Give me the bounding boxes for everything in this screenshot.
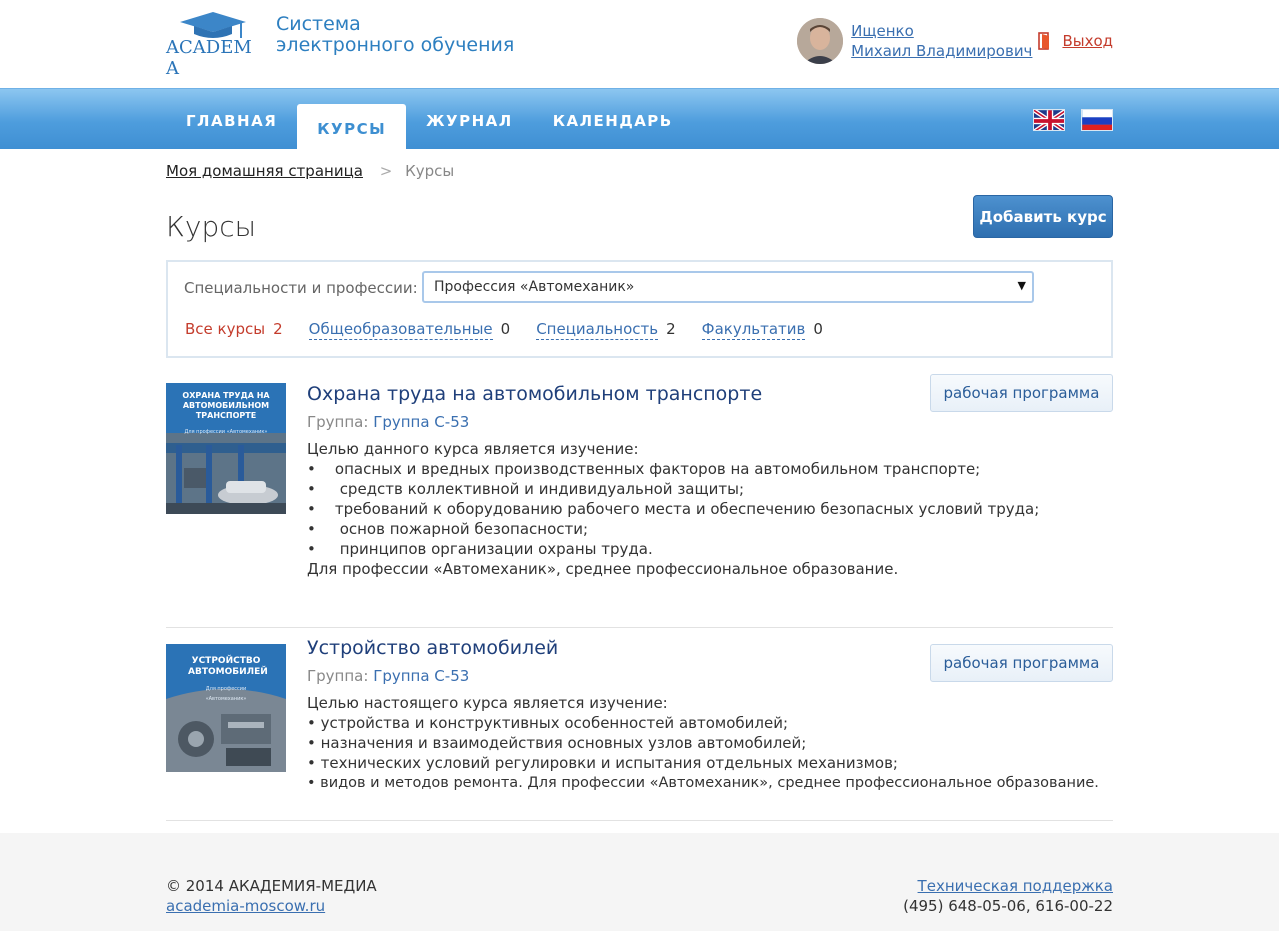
filter-tab-label: Факультатив (701, 320, 806, 338)
main-nav (0, 88, 1279, 149)
nav-tab-calendar[interactable] (533, 104, 693, 150)
header (0, 0, 1279, 88)
profession-select-value: Профессия «Автомеханик» (434, 279, 635, 295)
cover-subtitle-text: Для профессии «Автомеханик» (184, 429, 268, 435)
course-item (166, 628, 1113, 821)
group-label: Группа: (307, 667, 369, 685)
course-cover-title (166, 391, 286, 437)
course-cover-title (166, 656, 286, 704)
cover-title-text: ОХРАНА ТРУДА НА АВТОМОБИЛЬНОМ ТРАНСПОРТЕ (182, 391, 270, 420)
title-row (166, 182, 1113, 260)
filter-tab-count: 2 (273, 320, 283, 338)
nav-tab-journal[interactable] (406, 104, 533, 150)
filter-panel (166, 260, 1113, 358)
description-line: • опасных и вредных производственных факторов на автомобильном транспорте; (307, 460, 981, 478)
user-name-link[interactable] (851, 21, 1032, 61)
profession-select[interactable] (422, 271, 1034, 303)
logo-text: ACADEM A (166, 37, 252, 79)
avatar[interactable] (797, 18, 843, 64)
uk-flag-icon[interactable] (1033, 109, 1065, 131)
filter-tab-count: 2 (666, 320, 676, 338)
filter-tab-count: 0 (500, 320, 511, 338)
footer-left (166, 876, 377, 916)
user-last-name: Ищенко (851, 22, 914, 40)
work-program-button[interactable]: рабочая программа (930, 644, 1113, 682)
copyright: © 2014 АКАДЕМИЯ-МЕДИА (166, 877, 377, 895)
filter-tab-count: 0 (813, 320, 823, 338)
filter-tab-general[interactable] (309, 320, 511, 340)
group-link[interactable]: Группа С-53 (373, 413, 470, 431)
russia-flag-icon[interactable] (1081, 109, 1113, 131)
description-line: • назначения и взаимодействия основных узлов автомобилей; (307, 734, 807, 752)
course-description (307, 439, 1113, 579)
breadcrumb-separator: > (379, 162, 393, 180)
work-program-button[interactable]: рабочая программа (930, 374, 1113, 412)
user-panel (797, 18, 1113, 64)
breadcrumb-home-link[interactable]: Моя домашняя страница (166, 162, 363, 180)
course-group (307, 413, 1113, 431)
course-cover-image[interactable] (166, 644, 286, 775)
add-course-button[interactable]: Добавить курс (973, 195, 1113, 238)
page-title: Курсы (166, 210, 257, 243)
filter-tab-label: Специальность (536, 320, 659, 338)
course-cover-image[interactable] (166, 383, 286, 514)
nav-tab-home[interactable] (166, 104, 297, 150)
dropdown-arrow-icon: ▼ (1017, 279, 1026, 292)
description-line: • средств коллективной и индивидуальной защиты; (307, 480, 745, 498)
nav-tab-label: ЖУРНАЛ (426, 112, 513, 130)
door-exit-icon (1038, 32, 1052, 50)
description-line: • принципов организации охраны труда. (307, 540, 653, 558)
course-description (307, 693, 1113, 793)
language-switcher (1033, 109, 1113, 131)
footer (0, 833, 1279, 931)
group-label: Группа: (307, 413, 369, 431)
description-line: Целью настоящего курса является изучение: (307, 694, 668, 712)
footer-right (903, 876, 1113, 916)
description-line: • устройства и конструктивных особенностей автомобилей; (307, 714, 788, 732)
logout-link[interactable]: Выход (1062, 32, 1113, 50)
logo[interactable] (166, 12, 515, 79)
system-title-line2: электронного обучения (276, 34, 515, 56)
description-line: • технических условий регулировки и испытания отдельных механизмов; (307, 754, 898, 772)
filter-tab-elective[interactable] (702, 320, 823, 340)
description-line: Для профессии «Автомеханик», среднее профессиональное образование. (307, 560, 899, 578)
filter-tab-specialty[interactable] (536, 320, 675, 340)
support-phones: (495) 648-05-06, 616-00-22 (903, 897, 1113, 915)
nav-tabs (166, 89, 1113, 150)
cover-title-text: УСТРОЙСТВО АВТОМОБИЛЕЙ (188, 656, 268, 677)
site-link[interactable]: academia-moscow.ru (166, 897, 326, 915)
description-line: • требований к оборудованию рабочего места и обеспечению безопасных условий труда; (307, 500, 1040, 518)
nav-tab-label: ГЛАВНАЯ (186, 112, 278, 130)
course-type-tabs (185, 320, 849, 340)
user-first-names: Михаил Владимирович (851, 42, 1033, 60)
nav-tab-courses[interactable] (297, 104, 406, 150)
breadcrumb (166, 162, 1113, 182)
description-line: • видов и методов ремонта. Для профессии «Автомеханик», среднее профессиональное образование. (307, 775, 1099, 791)
cover-subtitle-text: Для профессии «Автомеханик» (205, 686, 247, 702)
description-line: • основ пожарной безопасности; (307, 520, 589, 538)
nav-tab-label: КАЛЕНДАРЬ (552, 112, 673, 130)
description-line: Целью данного курса является изучение: (307, 440, 639, 458)
graduation-cap-icon (166, 12, 260, 79)
breadcrumb-current: Курсы (405, 162, 455, 180)
course-item (166, 374, 1113, 628)
course-title-link[interactable]: Охрана труда на автомобильном транспорте (307, 383, 763, 405)
filter-tab-label: Все курсы (185, 320, 266, 338)
system-title (276, 14, 514, 56)
group-link[interactable]: Группа С-53 (373, 667, 470, 685)
filter-tab-label: Общеобразовательные (308, 320, 493, 338)
support-link[interactable]: Техническая поддержка (917, 877, 1113, 895)
filter-label: Специальности и профессии: (184, 279, 418, 297)
nav-tab-label: КУРСЫ (317, 120, 387, 138)
filter-tab-all[interactable] (185, 320, 283, 340)
system-title-line1: Система (276, 13, 361, 35)
course-title-link[interactable]: Устройство автомобилей (307, 637, 559, 659)
main-content (166, 162, 1113, 821)
